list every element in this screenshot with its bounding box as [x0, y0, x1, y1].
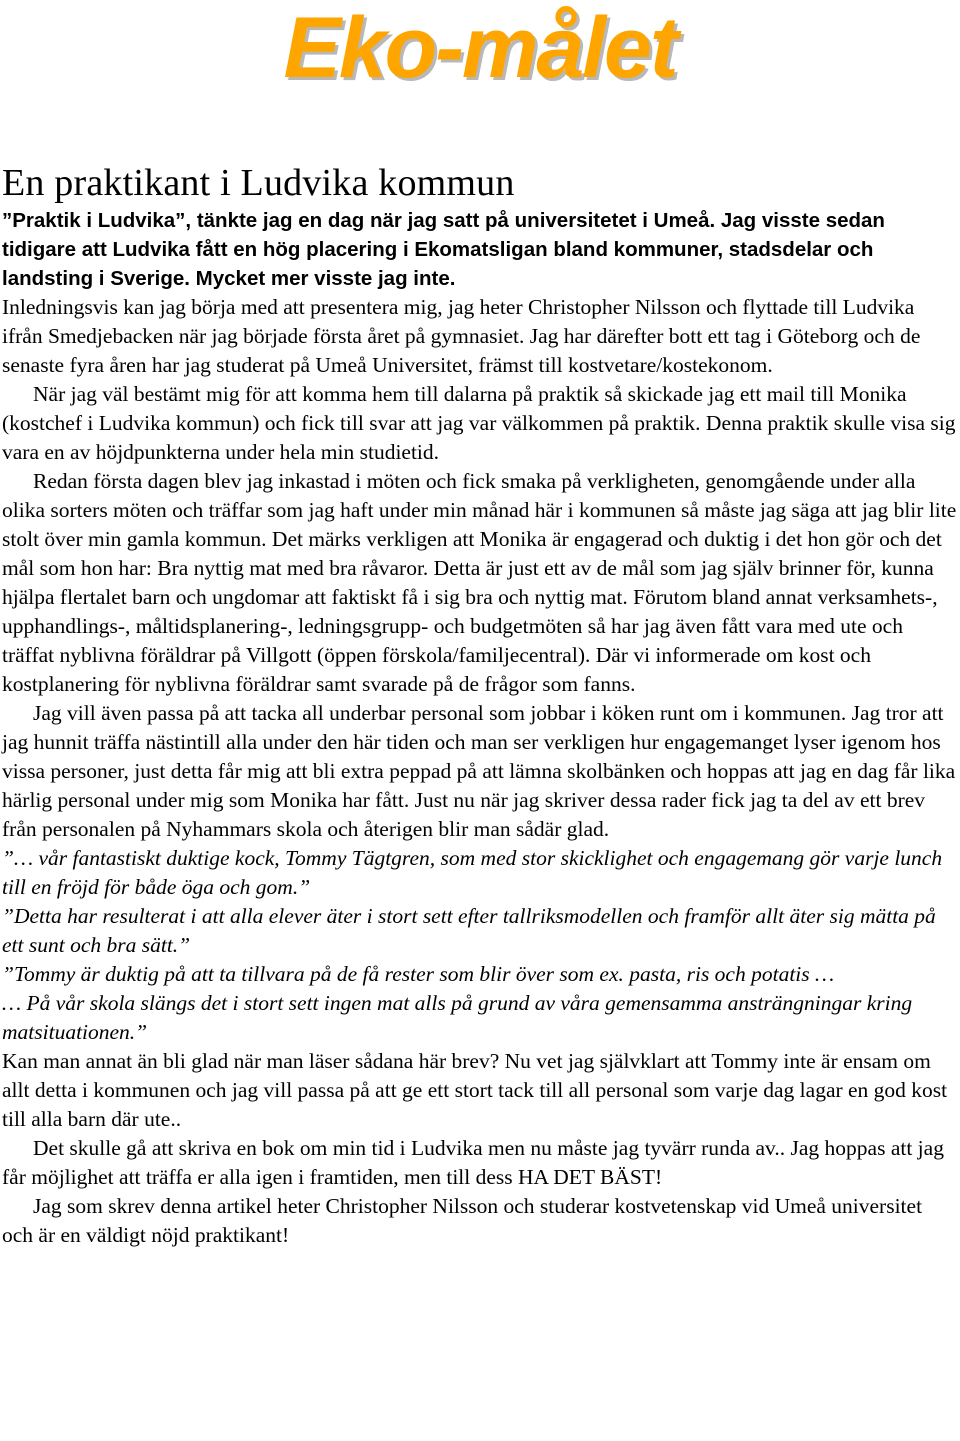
article-paragraph: När jag väl bestämt mig för att komma hem till dalarna på praktik så skickade jag ett mail till Monika (kostchef i Ludvika kommun) och fick till svar att jag var välkommen på praktik. Denna praktik skulle visa sig vara en av höjdpunkterna under hela min studietid. [2, 382, 956, 464]
letter-quote: ”Detta har resulterat i att alla elever äter i stort sett efter tallriksmodellen och framför allt äter sig mätta på ett sunt och bra sätt.” [2, 904, 936, 957]
article-intro: Inledningsvis kan jag börja med att presentera mig, jag heter Christopher Nilsson och flyttade till Ludvika ifrån Smedjebacken när jag började första året på gymnasiet. Jag har därefter bott ett tag i Göteborg och de senaste fyra åren har jag studerat på Umeå Universitet, främst till kostvetare/kostekonom. [2, 295, 921, 377]
article-paragraph: Kan man annat än bli glad när man läser sådana här brev? Nu vet jag självklart att Tommy inte är ensam om allt detta i kommunen och jag vill passa på att ge ett stort tack till all personal som varje dag lagar en god kost till alla barn där ute.. [2, 1049, 948, 1131]
masthead [0, 0, 960, 110]
article-paragraph: Det skulle gå att skriva en bok om min tid i Ludvika men nu måste jag tyvärr runda av.. Jag hoppas att jag får möjlighet att träffa er alla igen i framtiden, men till dess HA DET BÄST! [2, 1136, 944, 1189]
article-headline: En praktikant i Ludvika kommun [2, 162, 515, 204]
article-paragraph: Jag vill även passa på att tacka all underbar personal som jobbar i köken runt om i kommunen. Jag tror att jag hunnit träffa nästintill alla under den här tiden och man ser verkligen hur engagemanget lyser igenom hos vissa personer, just detta får mig att bli extra peppad på att lämna skolbänken och hoppas att jag en dag får lika härlig personal under mig som Monika har fått. Just nu när jag skriver dessa rader fick jag ta del av ett brev från personalen på Nyhammars skola och återigen blir man sådär glad. [2, 701, 956, 841]
article-paragraph: Redan första dagen blev jag inkastad i möten och fick smaka på verkligheten, genomgående under alla olika sorters möten och träffar som jag haft under min månad här i kommunen så måste jag säga att jag blir lite stolt över min gamla kommun. Det märks verkligen att Monika är engagerad och duktig i det hon gör och det mål som hon har: Bra nyttig mat med bra råvaror. Detta är just ett av de mål som jag själv brinner för, kunna hjälpa flertalet barn och ungdomar att faktiskt få i sig bra och nyttig mat. Förutom bland annat verksamhets-, upphandlings-, måltidsplanering-, ledningsgrupp- och budgetmöten så har jag även fått vara med ute och träffat nyblivna föräldrar på Villgott (öppen förskola/familjecentral). Där vi informerade om kost och kostplanering för nyblivna föräldrar samt svarade på de frågor som fanns. [2, 469, 957, 696]
letter-quote: ”Tommy är duktig på att ta tillvara på de få rester som blir över som ex. pasta, ris och potatis … [2, 962, 835, 986]
letter-quote: … På vår skola slängs det i stort sett ingen mat alls på grund av våra gemensamma ansträngningar kring matsituationen.” [2, 991, 913, 1044]
article-lead: ”Praktik i Ludvika”, tänkte jag en dag när jag satt på universitetet i Umeå. Jag visste sedan tidigare att Ludvika fått en hög placering i Ekomatsligan bland kommuner, stadsdelar och landsting i Sverige. Mycket mer visste jag inte. [2, 209, 885, 290]
article [2, 160, 958, 1250]
letter-quote: ”… vår fantastiskt duktige kock, Tommy Tägtgren, som med stor skicklighet och engagemang gör varje lunch till en fröjd för både öga och gom.” [2, 846, 943, 899]
masthead-title: Eko-målet [283, 0, 677, 96]
article-signoff: Jag som skrev denna artikel heter Christopher Nilsson och studerar kostvetenskap vid Umeå universitet och är en väldigt nöjd praktikant! [2, 1194, 923, 1247]
